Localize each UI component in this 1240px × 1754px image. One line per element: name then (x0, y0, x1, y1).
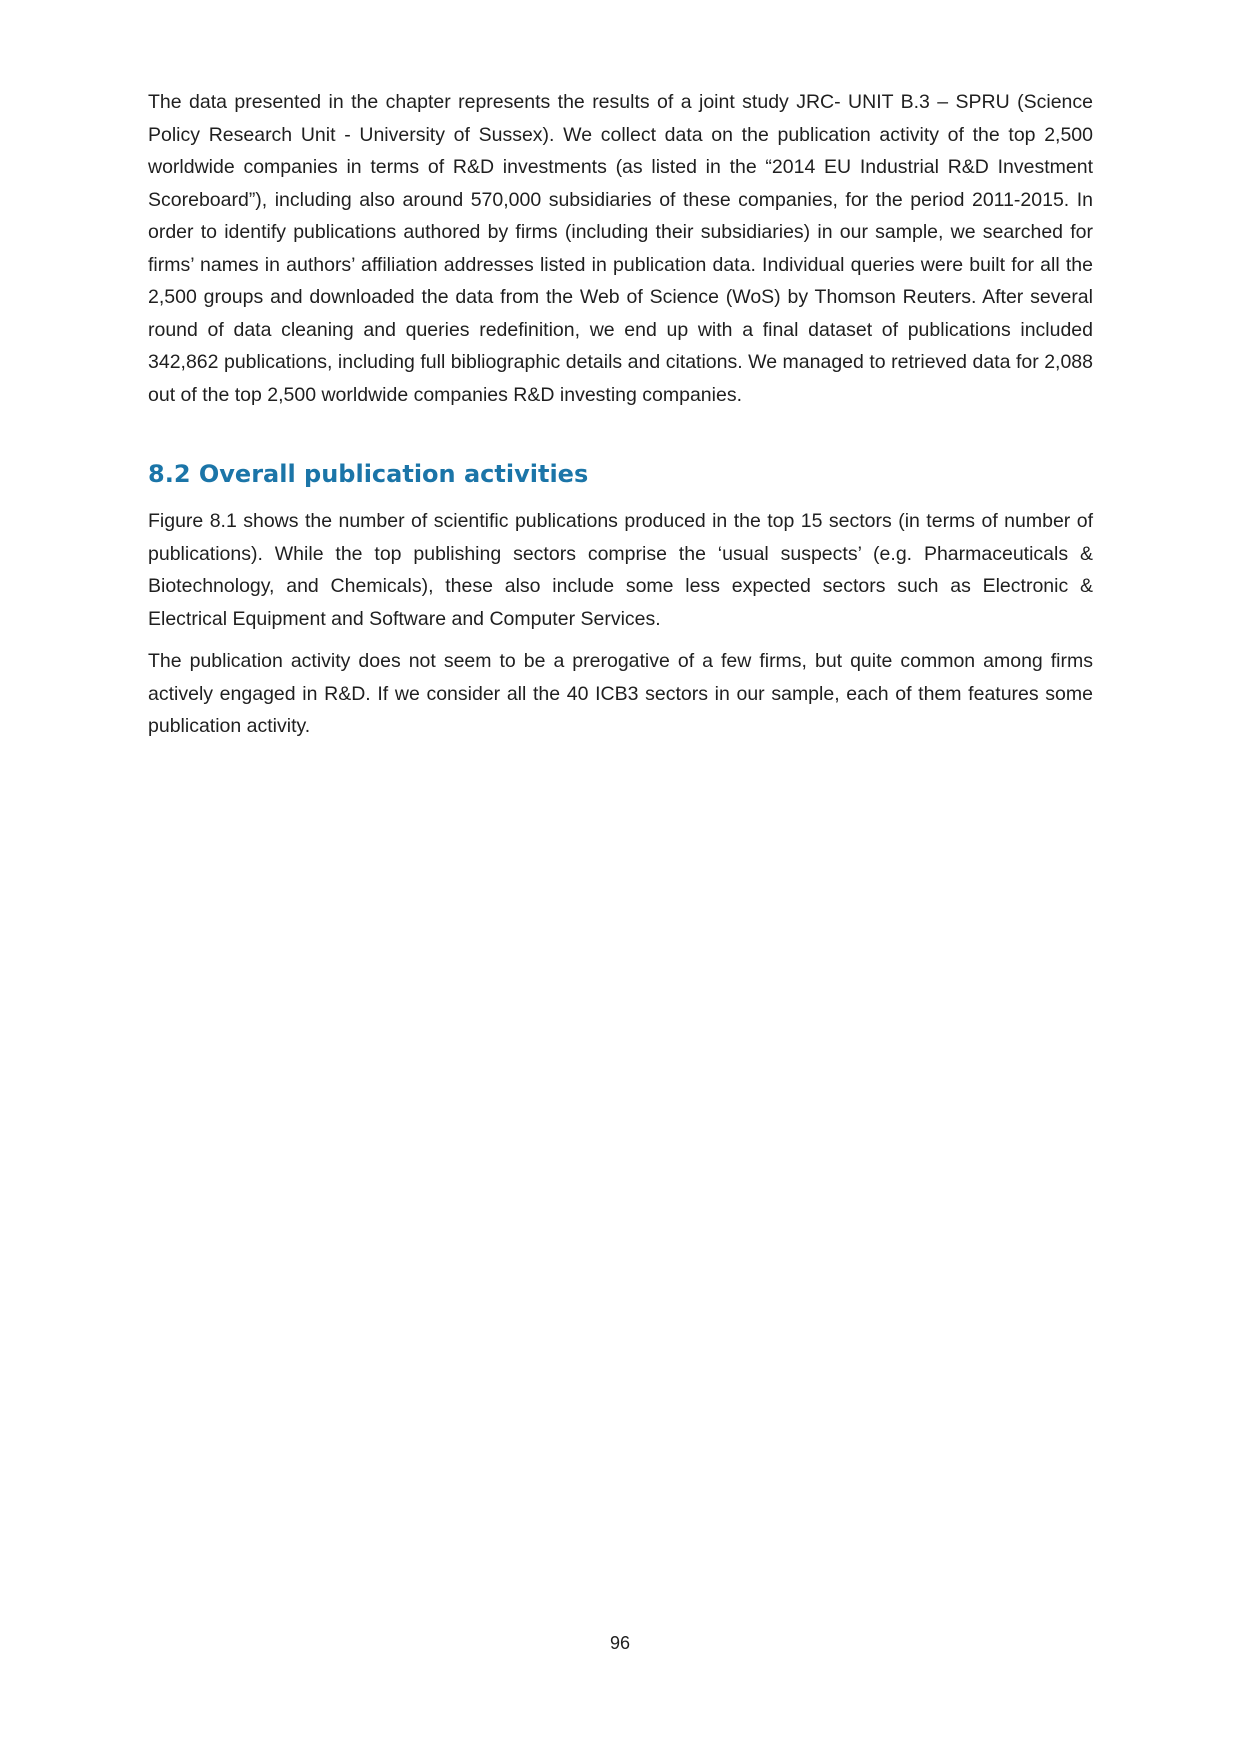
section-paragraph-2: The publication activity does not seem to be a prerogative of a few firms, but quite common among firms actively engaged in R&D. If we consider all the 40 ICB3 sectors in our sample, each of them features some publication activity. (148, 650, 1093, 737)
intro-paragraph: The data presented in the chapter represents the results of a joint study JRC- UNIT B.3 – SPRU (Science Policy Research Unit - University of Sussex). We collect data on the publication activity of the top 2,500 worldwide companies in terms of R&D investments (as listed in the “2014 EU Industrial R&D Investment Scoreboard”), including also around 570,000 subsidiaries of these companies, for the period 2011-2015. In order to identify publications authored by firms (including their subsidiaries) in our sample, we searched for firms’ names in authors’ affiliation addresses listed in publication data. Individual queries were built for all the 2,500 groups and downloaded the data from the Web of Science (WoS) by Thomson Reuters. After several round of data cleaning and queries redefinition, we end up with a final dataset of publications included 342,862 publications, including full bibliographic details and citations. We managed to retrieved data for 2,088 out of the top 2,500 worldwide companies R&D investing companies. (148, 91, 1093, 406)
page-content (148, 86, 1093, 743)
page-number: 96 (609, 1633, 631, 1653)
section-paragraph-1: Figure 8.1 shows the number of scientific publications produced in the top 15 sectors (in terms of number of publications). While the top publishing sectors comprise the ‘usual suspects’ (e.g. Pharmaceuticals & Biotechnology, and Chemicals), these also include some less expected sectors such as Electronic & Electrical Equipment and Software and Computer Services. (148, 510, 1093, 630)
section-heading: 8.2 Overall publication activities (148, 460, 589, 488)
